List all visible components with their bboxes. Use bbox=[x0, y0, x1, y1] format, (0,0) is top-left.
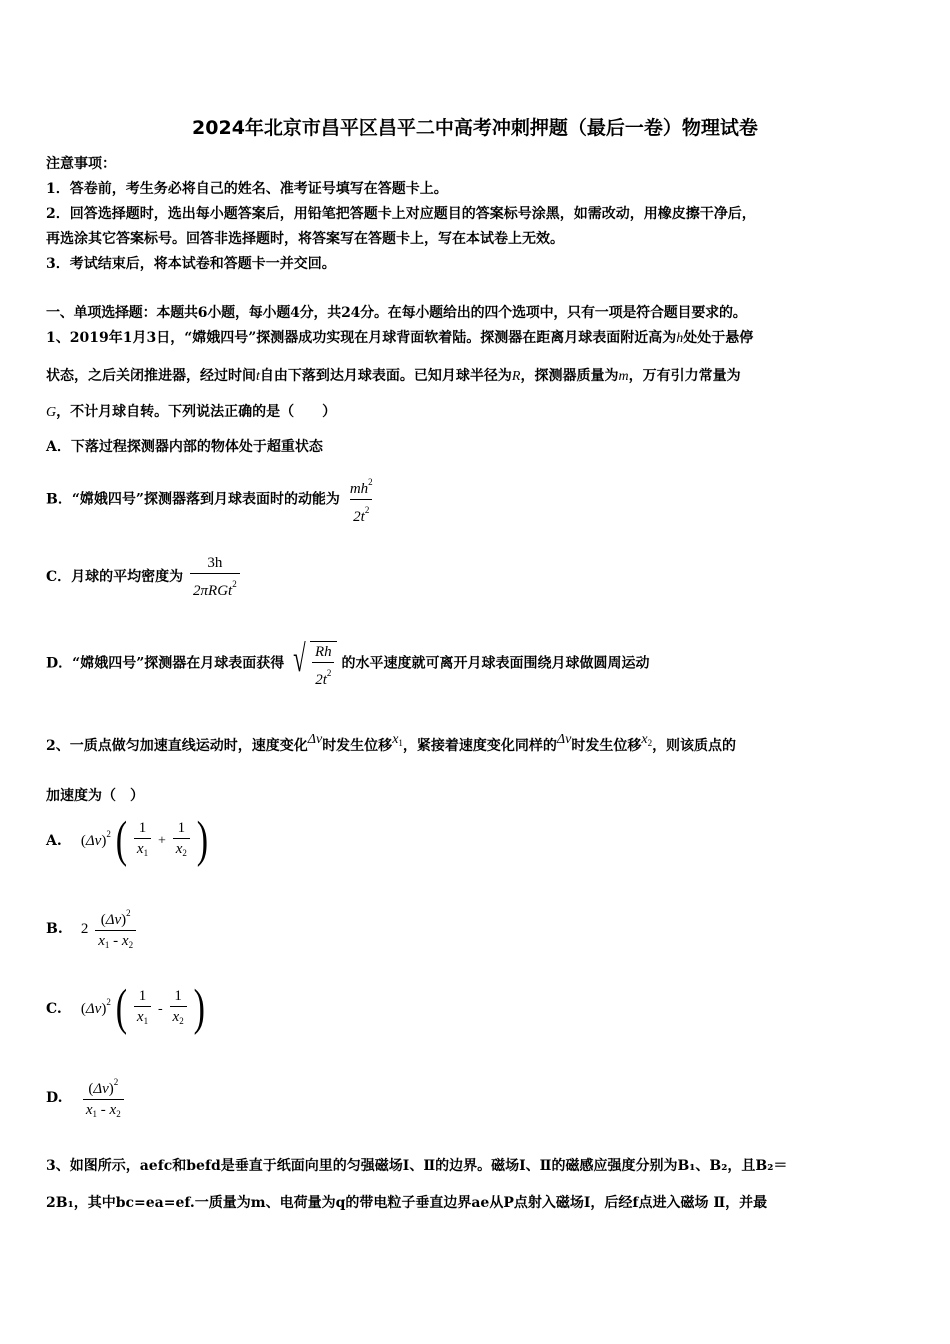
notice-heading: 注意事项： bbox=[46, 156, 116, 172]
question-1-stem: 状态，之后关闭推进器，经过时间t自由下落到达月球表面。已知月球半径为R，探测器质量为m，万有引力常量为 bbox=[46, 368, 741, 384]
fraction: $\frac{mh^2}{2t^2}$ bbox=[349, 477, 373, 525]
question-3-stem: 2B₁，其中bc=ea=ef.一质量为m、电荷量为q的带电粒子垂直边界ae从P点射入磁场Ⅰ，后经f点进入磁场 Ⅱ，并最 bbox=[46, 1195, 768, 1211]
q2-option-c: C. $(\Delta v)^2$ ( $\frac{1}{x_1}$ - $\frac{1}{x_2}$ ) bbox=[46, 980, 205, 1036]
question-3-stem: 3、如图所示，aefc和befd是垂直于纸面向里的匀强磁场Ⅰ、Ⅱ的边界。磁场Ⅰ、Ⅱ的磁感应强度分别为B₁、B₂，且B₂＝ bbox=[46, 1158, 788, 1174]
q2-option-b: B. 2 $\frac{(\Delta v)^2}{x_1 - x_2}$ bbox=[46, 903, 138, 955]
notice-item: 3．考试结束后，将本试卷和答题卡一并交回。 bbox=[46, 256, 336, 272]
question-2-stem: 加速度为（ ） bbox=[46, 788, 144, 804]
notice-item: 再选涂其它答案标号。回答非选择题时，将答案写在答题卡上，写在本试卷上无效。 bbox=[46, 231, 564, 247]
question-1-stem: G，不计月球自转。下列说法正确的是（ ） bbox=[46, 404, 337, 420]
q1-option-c: C．月球的平均密度为 $\frac{3h}{2\pi RGt^2}$ bbox=[46, 553, 242, 601]
q2-option-d: D. $\frac{(\Delta v)^2}{x_1 - x_2}$ bbox=[46, 1072, 126, 1124]
q1-option-b: B．“嫦娥四号”探测器落到月球表面时的动能为 $\frac{mh^2}{2t^2}$ bbox=[46, 472, 378, 527]
question-2-stem: 2、一质点做匀加速直线运动时，速度变化Δv时发生位移$x_1$，紧接着速度变化同样的Δv时发生位移$x_2$，则该质点的 bbox=[46, 732, 737, 754]
q1-option-d: D．“嫦娥四号”探测器在月球表面获得 √ $\frac{Rh}{2t^2}$ 的水平速度就可离开月球表面围绕月球做圆周运动 bbox=[46, 638, 650, 688]
page-title: 2024年北京市昌平区昌平二中高考冲刺押题（最后一卷）物理试卷 bbox=[192, 117, 758, 139]
q2-option-a: A. $(\Delta v)^2$ ( $\frac{1}{x_1}$ + $\frac{1}{x_2}$ ) bbox=[46, 812, 209, 868]
q1-option-a: A．下落过程探测器内部的物体处于超重状态 bbox=[46, 439, 323, 455]
fraction: $\frac{3h}{2\pi RGt^2}$ bbox=[190, 553, 240, 601]
notice-item: 1．答卷前，考生务必将自己的姓名、准考证号填写在答题卡上。 bbox=[46, 181, 448, 197]
notice-item: 2．回答选择题时，选出每小题答案后，用铅笔把答题卡上对应题目的答案标号涂黑，如需改动，用橡皮擦干净后， bbox=[46, 206, 756, 222]
section-heading: 一、单项选择题：本题共6小题，每小题4分，共24分。在每小题给出的四个选项中，只有一项是符合题目要求的。 bbox=[46, 305, 747, 321]
question-1-stem: 1、2019年1月3日，“嫦娥四号”探测器成功实现在月球背面软着陆。探测器在距离月球表面附近高为h处处于悬停 bbox=[46, 330, 754, 346]
square-root: √ $\frac{Rh}{2t^2}$ bbox=[289, 637, 337, 690]
